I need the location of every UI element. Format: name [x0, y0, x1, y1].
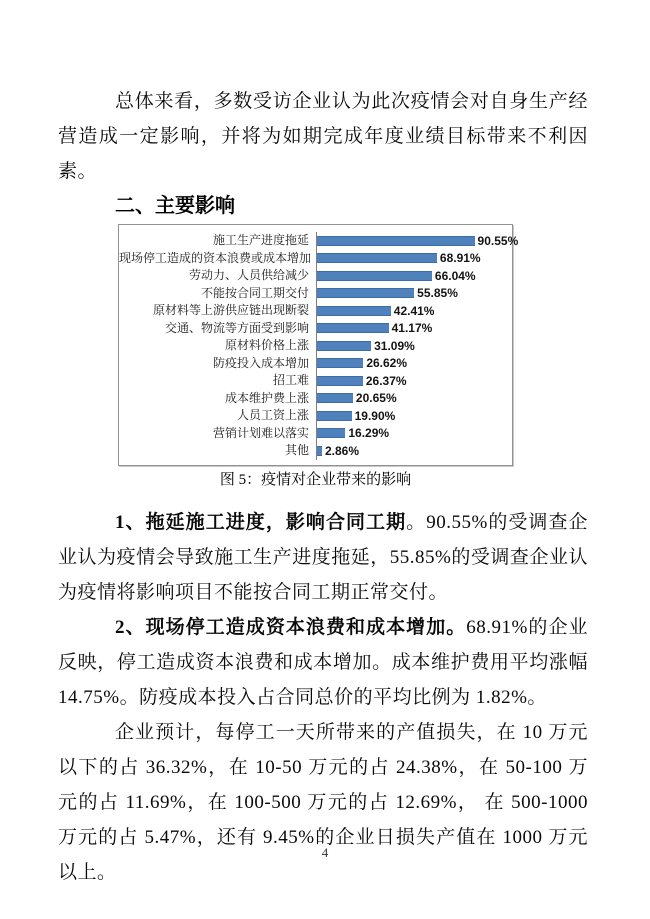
chart-row — [119, 407, 512, 425]
chart-value-label: 55.85% — [417, 286, 458, 301]
paragraph-1-text: 。90.55%的受调查企业认为疫情会导致施工生产进度拖延，55.85%的受调查企业认为疫情将影响项目不能按合同工期正常交付。 — [58, 512, 588, 603]
paragraph-2-text: 68.91%的企业反映，停工造成资本浪费和成本增加。成本维护费用平均涨幅 14.75%。防疫成本投入占合同总价的平均比例为 1.82%。 — [58, 617, 588, 708]
chart-category-label: 劳动力、人员供给减少 — [188, 268, 309, 283]
chart-bar — [317, 446, 322, 456]
chart-category-label: 原材料等上游供应链出现断裂 — [152, 303, 309, 318]
chart-row — [119, 232, 519, 250]
chart-value-label: 31.09% — [374, 338, 415, 353]
paragraph-2-lead: 2、现场停工造成资本浪费和成本增加。 — [115, 617, 467, 638]
chart-category-label: 营销计划难以落实 — [212, 425, 309, 440]
chart-category-label: 施工生产进度拖延 — [212, 233, 309, 248]
chart-value-label: 2.86% — [324, 443, 359, 458]
section-heading: 二、主要影响 — [115, 195, 235, 217]
chart-bar — [317, 428, 345, 438]
bar-chart — [118, 224, 519, 466]
paragraph-impact-1 — [58, 505, 588, 610]
chart-value-label: 26.62% — [366, 356, 408, 371]
chart-row — [119, 302, 512, 320]
chart-bar — [317, 393, 353, 403]
chart-value-label: 20.65% — [355, 391, 397, 406]
chart-value-label: 19.90% — [354, 408, 396, 423]
chart-bar — [317, 271, 432, 281]
paragraph-impact-3 — [58, 715, 588, 890]
chart-row — [119, 337, 512, 355]
chart-bar — [317, 323, 389, 333]
chart-row — [119, 372, 512, 390]
chart-bar — [317, 411, 352, 421]
chart-row — [119, 390, 512, 408]
chart-row — [119, 250, 512, 268]
chart-plot-area — [316, 390, 512, 408]
chart-value-label: 68.91% — [439, 251, 481, 266]
chart-bar — [317, 341, 371, 351]
chart-plot-area — [316, 232, 519, 250]
chart-value-label: 90.55% — [477, 233, 519, 248]
chart-bar — [317, 236, 475, 246]
chart-bar — [317, 358, 363, 368]
chart-plot-area — [316, 302, 512, 320]
chart-category-label: 人员工资上涨 — [236, 408, 309, 423]
chart-plot-area — [316, 320, 512, 338]
chart-row — [119, 320, 512, 338]
chart-plot-area — [316, 425, 512, 443]
chart-row — [119, 425, 512, 443]
paragraph-1-lead: 1、拖延施工进度，影响合同工期 — [115, 512, 407, 533]
chart-value-label: 41.17% — [391, 321, 433, 336]
chart-category-label: 不能按合同工期交付 — [200, 285, 309, 300]
paragraph-impact-2 — [58, 610, 588, 715]
chart-row — [119, 442, 512, 460]
chart-plot-area — [316, 285, 512, 303]
chart-bar — [317, 253, 437, 263]
chart-category-label: 防疫投入成本增加 — [212, 355, 309, 370]
chart-category-label: 现场停工造成的资本浪费或成本增加 — [119, 250, 312, 265]
page-number: 4 — [321, 845, 329, 860]
chart-plot-area — [316, 267, 512, 285]
chart-plot-area — [316, 337, 512, 355]
chart-value-label: 66.04% — [434, 268, 476, 283]
chart-row — [119, 355, 512, 373]
chart-row — [119, 285, 512, 303]
chart-row — [119, 267, 512, 285]
figure-caption: 图 5：疫情对企业带来的影响 — [219, 472, 412, 488]
chart-plot-area — [316, 250, 512, 268]
chart-category-label: 其他 — [284, 443, 309, 458]
paragraph-overview-text: 总体来看，多数受访企业认为此次疫情会对自身生产经营造成一定影响，并将为如期完成年度业绩目标带来不利因素。 — [58, 91, 588, 182]
paragraph-overview — [58, 84, 588, 189]
chart-value-label: 42.41% — [393, 303, 435, 318]
chart-plot-area — [316, 407, 512, 425]
chart-value-label: 26.37% — [365, 373, 407, 388]
chart-bar — [317, 288, 414, 298]
chart-bar — [317, 376, 363, 386]
document-body — [58, 84, 588, 890]
chart-plot-area — [316, 442, 512, 460]
chart-plot-area — [316, 355, 512, 373]
chart-plot-area — [316, 372, 512, 390]
chart-category-label: 成本维护费上涨 — [224, 390, 309, 405]
chart-bar — [317, 306, 391, 316]
chart-value-label: 16.29% — [348, 426, 390, 441]
paragraph-3-text: 企业预计，每停工一天所带来的产值损失，在 10 万元以下的占 36.32%，在 10-50 万元的占 24.38%，在 50-100 万元的占 11.69%，在 100-500 万元的占 12.69%， 在 500-1000 万元的占 5.47%，还有 9.45%的企业日损失产值在 1000 万元以上。 — [58, 722, 588, 883]
chart-figure — [118, 224, 519, 494]
chart-rows — [119, 232, 519, 460]
chart-category-label: 原材料价格上涨 — [224, 338, 309, 353]
chart-category-label: 招工难 — [272, 373, 309, 388]
chart-category-label: 交通、物流等方面受到影响 — [164, 320, 309, 335]
